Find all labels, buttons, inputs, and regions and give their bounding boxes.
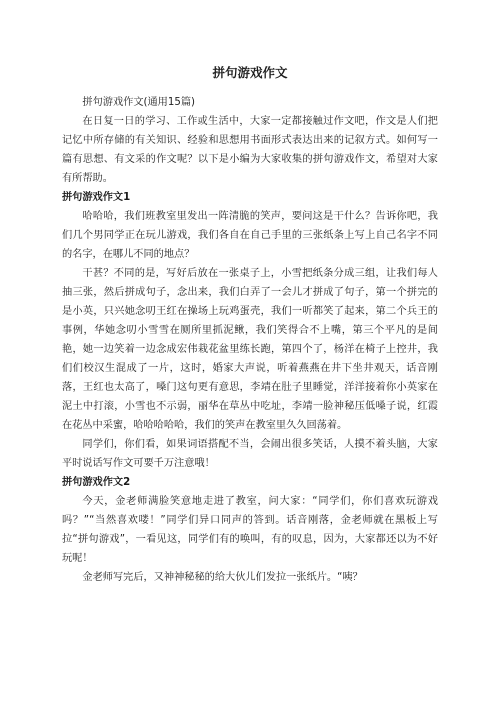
body-paragraph: 拼句游戏作文(通用15篇)	[82, 97, 195, 108]
section-heading: 拼句游戏作文2	[62, 477, 131, 488]
body-paragraph: 在日复一日的学习、工作或生活中，大家一定都接触过作文吧，作文是人们把记忆中所存储的有关知识、经验和思想用书面形式表达出来的记叙方式。如何写一篇有思想、有文采的作文呢？以下是小编为大家收集的拼句游戏作文，希望对大家有所帮助。	[62, 116, 438, 184]
body-paragraph: 今天，金老师满脸笑意地走进了教室，问大家：“同学们，你们喜欢玩游戏吗？”“当然喜欢喽！”同学们异口同声的答到。话音刚落，金老师就在黑板上写拉“拼句游戏”，一看见这，同学们有的唤叫，有的叹息，因为，大家都还以为不好玩呢！	[62, 496, 438, 564]
section-heading: 拼句游戏作文1	[62, 192, 131, 203]
body-paragraph: 同学们，你们看，如果词语搭配不当，会闹出很多笑话，人摸不着头脑，大家平时说话写作文可要千万注意哦！	[62, 439, 438, 469]
document-title: 拼句游戏作文	[212, 65, 288, 80]
body-paragraph: 哈哈哈，我们班教室里发出一阵清脆的笑声，要问这是干什么？告诉你吧，我们几个男同学正在玩儿游戏，我们各自在自己手里的三张纸条上写上自己名字不同的名字，在哪儿不同的地点？	[62, 211, 438, 260]
body-paragraph: 金老师写完后，又神神秘秘的给大伙儿们发拉一张纸片。“咦？	[82, 572, 363, 583]
body-paragraph: 干甚？不同的是，写好后放在一张桌子上，小雪把纸条分成三组，让我们每人抽三张，然后拼成句子，念出来，我们白弄了一会儿才拼成了句子，第一个拼完的是小英，只兴她念叨王红在操场上玩鸡蛋壳，我们一听都笑了起来，第二个兵王的事例，华她念叨小雪雪在厕所里抓泥鳅，我们笑得合不上嘴，第三个平凡的是间艳，她一边笑着一边念成宏伟栽花盆里练长跑，第四个了，杨洋在椅子上控井，我们们校汉生混成了一片，这时，婚家大声说，听着燕燕在井下坐井观天，话音刚落，王红也太高了，嗓门这句更有意思，李靖在肚子里睡觉，洋洋接着你小英家在泥土中打滚，小雪也不示弱，丽华在草丛中吃址，李靖一脸神秘压低嗓子说，红霞在花丛中采蜜，哈哈哈哈哈，我们的笑声在教室里久久回荡着。	[62, 268, 438, 431]
document-body	[62, 93, 438, 587]
